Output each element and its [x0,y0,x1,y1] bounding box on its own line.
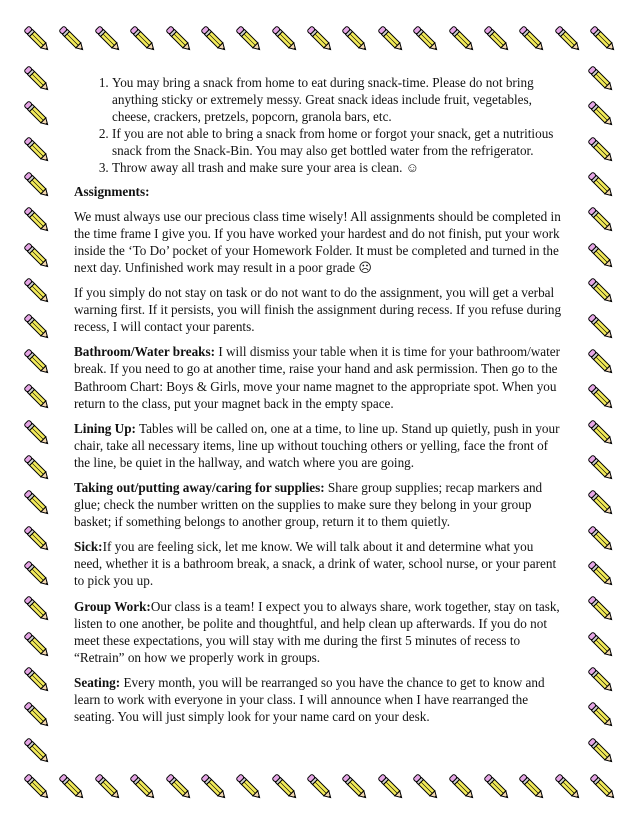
pencil-icon [584,168,618,202]
section-bathroom [74,343,564,411]
pencil-icon [584,345,618,379]
pencil-icon [20,592,54,626]
section-text: Share group supplies; recap markers and glue; check the number written on the supplies to make sure they belong in your group basket; if something belongs to another group, return it to them quietly. [74,479,543,530]
assignments-heading: Assignments: [74,183,150,199]
list-item: 3. Throw away all trash and make sure your area is clean. ☺ [112,159,564,176]
pencil-icon [584,486,618,520]
pencil-icon [20,310,54,344]
section-title: Bathroom/Water breaks: [74,344,216,360]
pencil-icon [584,628,618,662]
pencil-icon [162,770,196,804]
pencil-icon [584,522,618,556]
pencil-icon [409,770,443,804]
section-seating [74,674,564,725]
section-group-work [74,598,564,666]
section-title: Sick: [74,539,103,555]
pencil-icon [586,22,620,56]
section-sick [74,538,564,589]
pencil-icon [551,770,585,804]
pencil-icon [20,663,54,697]
section-text: I will dismiss your table when it is time for your bathroom/water break. If you need to go at another time, raise your hand and ask permission. Then go to the Bathroom Chart: Boys & Girls, move your name magnet to the appropriate spot. When you return to the class, put your magnet back in the empty space. [74,344,561,411]
pencil-icon [584,451,618,485]
list-item: 2. If you are not able to bring a snack from home or forgot your snack, get a nutritious snack from the Snack-Bin. You may also get bottled water from the refrigerator. [112,125,564,159]
pencil-icon [20,486,54,520]
pencil-icon [91,770,125,804]
pencil-icon [445,770,479,804]
pencil-border-bottom [20,770,620,806]
pencil-icon [515,770,549,804]
section-title: Seating: [74,674,121,690]
assignments-paragraph: We must always use our precious class time wisely! All assignments should be completed in the time frame I give you. If you have worked your hardest and do not finish, put your work inside the ‘To Do’ pocket of your Homework Folder. It must be completed and turned in the next day. Unfinished work may result in a poor grade ☹ [74,208,561,275]
pencil-icon [232,22,266,56]
pencil-icon [197,22,231,56]
pencil-icon [584,97,618,131]
list-item: 1. You may bring a snack from home to eat during snack-time. Please do not bring anything sticky or extremely messy. Great snack ideas include fruit, vegetables, cheese, crackers, pretzels, popcorn, granola bars, etc. [112,74,564,125]
pencil-border-left [20,62,56,768]
pencil-icon [20,416,54,450]
pencil-icon [20,557,54,591]
pencil-icon [91,22,125,56]
pencil-icon [584,663,618,697]
snack-rules-list [74,74,564,177]
pencil-icon [162,22,196,56]
pencil-icon [303,22,337,56]
pencil-icon [584,239,618,273]
pencil-icon [268,22,302,56]
pencil-icon [480,770,514,804]
section-text: Our class is a team! I expect you to always share, work together, stay on task, listen to one another, be polite and thoughtful, and help clean up afterwards. If you do not meet these expectations, you will stay with me during the first 5 minutes of recess to “Retrain” on how we properly work in groups. [74,598,560,665]
pencil-icon [586,770,620,804]
pencil-icon [584,203,618,237]
pencil-icon [584,698,618,732]
pencil-icon [20,168,54,202]
pencil-icon [584,274,618,308]
pencil-icon [374,22,408,56]
pencil-icon [20,345,54,379]
pencil-icon [584,380,618,414]
pencil-icon [20,380,54,414]
pencil-icon [20,698,54,732]
pencil-icon [197,770,231,804]
pencil-icon [126,22,160,56]
pencil-icon [584,62,618,96]
pencil-icon [20,734,54,768]
pencil-icon [232,770,266,804]
section-lining-up [74,420,564,471]
pencil-icon [338,770,372,804]
pencil-icon [126,770,160,804]
pencil-icon [303,770,337,804]
pencil-icon [20,628,54,662]
pencil-icon [20,97,54,131]
pencil-icon [20,133,54,167]
pencil-border-top [20,22,620,58]
pencil-icon [338,22,372,56]
pencil-icon [445,22,479,56]
pencil-icon [551,22,585,56]
pencil-icon [20,522,54,556]
pencil-icon [374,770,408,804]
pencil-icon [55,770,89,804]
pencil-icon [20,770,54,804]
pencil-icon [20,203,54,237]
pencil-icon [268,770,302,804]
pencil-icon [20,451,54,485]
pencil-icon [20,22,54,56]
pencil-icon [515,22,549,56]
document-body [74,74,564,733]
section-text: If you are feeling sick, let me know. We will talk about it and determine what you need, whether it is a bathroom break, a snack, a drink of water, school nurse, or your parent to pick you up. [74,539,557,589]
section-title: Group Work: [74,598,151,614]
section-title: Lining Up: [74,420,136,436]
section-supplies [74,479,564,530]
pencil-icon [20,274,54,308]
section-title: Taking out/putting away/caring for supplies: [74,479,325,495]
pencil-icon [20,239,54,273]
pencil-border-right [584,62,620,768]
section-text: Every month, you will be rearranged so you have the chance to get to know and learn to work with everyone in your class. I will announce when I have rearranged the seating. You will just simply look for your name card on your desk. [74,674,545,725]
pencil-icon [584,557,618,591]
pencil-icon [409,22,443,56]
pencil-icon [584,734,618,768]
pencil-icon [584,133,618,167]
section-text: Tables will be called on, one at a time, to line up. Stand up quietly, push in your chair, take all necessary items, line up without touching others or yelling, face the front of the line, be quiet in the hallway, and watch where you are going. [74,420,560,470]
assignments-paragraph: If you simply do not stay on task or do not want to do the assignment, you will get a verbal warning first. If it persists, you will finish the assignment during recess. If you refuse during recess, I will contact your parents. [74,285,562,335]
pencil-icon [20,62,54,96]
pencil-icon [584,592,618,626]
pencil-icon [584,310,618,344]
pencil-icon [480,22,514,56]
pencil-icon [55,22,89,56]
pencil-icon [584,416,618,450]
